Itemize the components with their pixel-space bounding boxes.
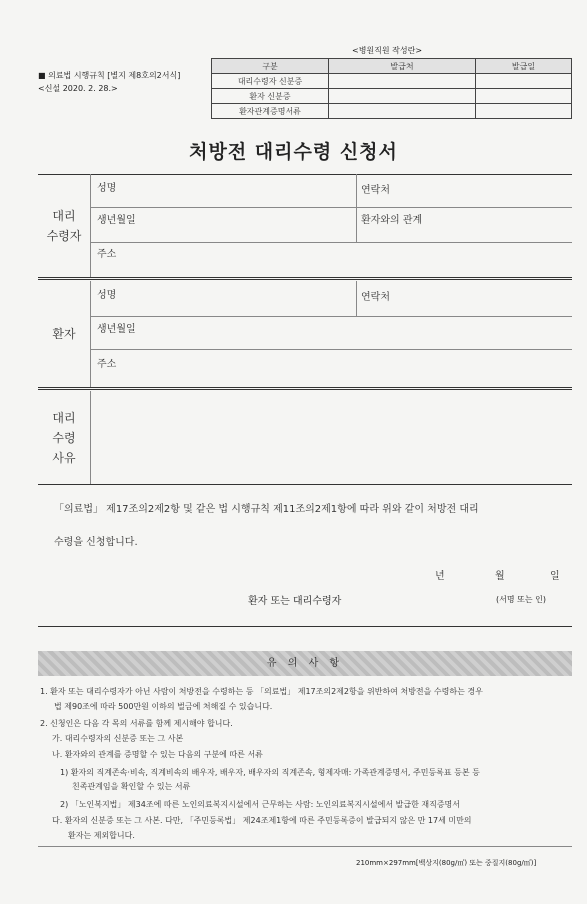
staff-row-label: 환자 신분증: [212, 89, 329, 104]
proxy-relation-label: 환자와의 관계: [361, 215, 423, 226]
divider: [90, 207, 572, 208]
staff-caption: <병원직원 작성란>: [352, 46, 423, 55]
statement-line: 「의료법」 제17조의2제2항 및 같은 법 시행규칙 제11조의2제1항에 따라 위와 같이 처방전 대리: [54, 504, 479, 515]
proxy-contact-label: 연락처: [361, 185, 390, 196]
staff-table-header: [212, 59, 572, 74]
signature-label: 환자 또는 대리수령자: [248, 596, 342, 607]
date-month-label: 월: [495, 571, 505, 582]
patient-address-label: 주소: [97, 359, 117, 370]
staff-row-label: 대리수령자 신분증: [212, 74, 329, 89]
staff-table-row: [212, 89, 572, 104]
divider: [38, 277, 572, 280]
notice-item: 환자는 제외합니다.: [68, 831, 135, 840]
form-reference: ■ 의료법 시행규칙 [별지 제8호의2서식]: [38, 71, 181, 80]
notice-title: 유 의 사 항: [266, 658, 344, 669]
staff-table-row: [212, 74, 572, 89]
reason-label-line: 수령: [52, 431, 76, 445]
statement-line: 수령을 신청합니다.: [54, 537, 138, 548]
notice-header-bar: [38, 651, 572, 676]
notice-item: 2) 「노인복지법」 제34조에 따른 노인의료복지시설에서 근무하는 사람: 노인의료복지시설에서 발급한 재직증명서: [60, 800, 461, 809]
divider: [356, 174, 357, 242]
patient-birth-label: 생년월일: [97, 324, 136, 335]
staff-col-issuer: 발급처: [329, 59, 476, 74]
divider: [90, 349, 572, 350]
divider: [90, 242, 572, 243]
patient-section-label: 환자: [52, 327, 76, 341]
proxy-label-line: 대리: [52, 209, 76, 223]
divider: [38, 387, 572, 390]
proxy-birth-label: 생년월일: [97, 215, 136, 226]
staff-table-row: [212, 104, 572, 119]
proxy-label-line: 수령자: [46, 229, 82, 243]
notice-item: 법 제90조에 따라 500만원 이하의 벌금에 처해질 수 있습니다.: [54, 702, 273, 711]
notice-item: 다. 환자의 신분증 또는 그 사본. 다만, 「주민등록법」 제24조제1항에 따른 주민등록증이 발급되지 않은 만 17세 미만의: [52, 816, 472, 825]
proxy-name-label: 성명: [97, 183, 117, 194]
reason-label-line: 사유: [52, 451, 76, 465]
reason-label-line: 대리: [52, 411, 76, 425]
notice-item: 가. 대리수령자의 신분증 또는 그 사본: [52, 734, 184, 743]
notice-item: 1) 환자의 직계존속·비속, 직계비속의 배우자, 배우자, 배우자의 직계존속, 형제자매: 가족관계증명서, 주민등록표 등본 등: [60, 768, 480, 777]
date-day-label: 일: [550, 571, 560, 582]
staff-cell-date[interactable]: [476, 104, 572, 119]
divider: [38, 846, 572, 847]
divider: [90, 316, 572, 317]
reason-section-label: [38, 408, 90, 468]
footer-paper-spec: 210mm×297mm[백상지(80g/㎡) 또는 중질지(80g/㎡)]: [356, 859, 537, 867]
divider: [90, 281, 91, 388]
divider: [356, 281, 357, 316]
proxy-address-label: 주소: [97, 249, 117, 260]
divider: [38, 626, 572, 627]
staff-row-label: 환자관계증명서류: [212, 104, 329, 119]
signature-hint: (서명 또는 인): [496, 595, 546, 604]
page-title: 처방전 대리수령 신청서: [189, 141, 398, 163]
staff-col-date: 발급일: [476, 59, 572, 74]
divider: [38, 484, 572, 485]
notice-item: 나. 환자와의 관계를 증명할 수 있는 다음의 구분에 따른 서류: [52, 750, 263, 759]
patient-name-label: 성명: [97, 290, 117, 301]
staff-cell-issuer[interactable]: [329, 104, 476, 119]
divider: [90, 174, 91, 278]
divider: [90, 391, 91, 484]
proxy-section-label: [38, 206, 90, 246]
statement-paragraph: [54, 493, 574, 559]
form-date: <신설 2020. 2. 28.>: [38, 84, 118, 93]
staff-cell-issuer[interactable]: [329, 74, 476, 89]
divider: [38, 174, 572, 175]
date-year-label: 년: [435, 571, 445, 582]
staff-col-type: 구분: [212, 59, 329, 74]
staff-cell-date[interactable]: [476, 74, 572, 89]
notice-item: 친족관계임을 확인할 수 있는 서류: [72, 782, 191, 791]
patient-contact-label: 연락처: [361, 292, 390, 303]
staff-table: [211, 58, 572, 119]
staff-cell-date[interactable]: [476, 89, 572, 104]
notice-item: 1. 환자 또는 대리수령자가 아닌 사람이 처방전을 수령하는 등 「의료법」 제17조의2제2항을 위반하여 처방전을 수령하는 경우: [40, 687, 483, 696]
staff-cell-issuer[interactable]: [329, 89, 476, 104]
notice-item: 2. 신청인은 다음 각 목의 서류를 함께 제시해야 합니다.: [40, 719, 233, 728]
